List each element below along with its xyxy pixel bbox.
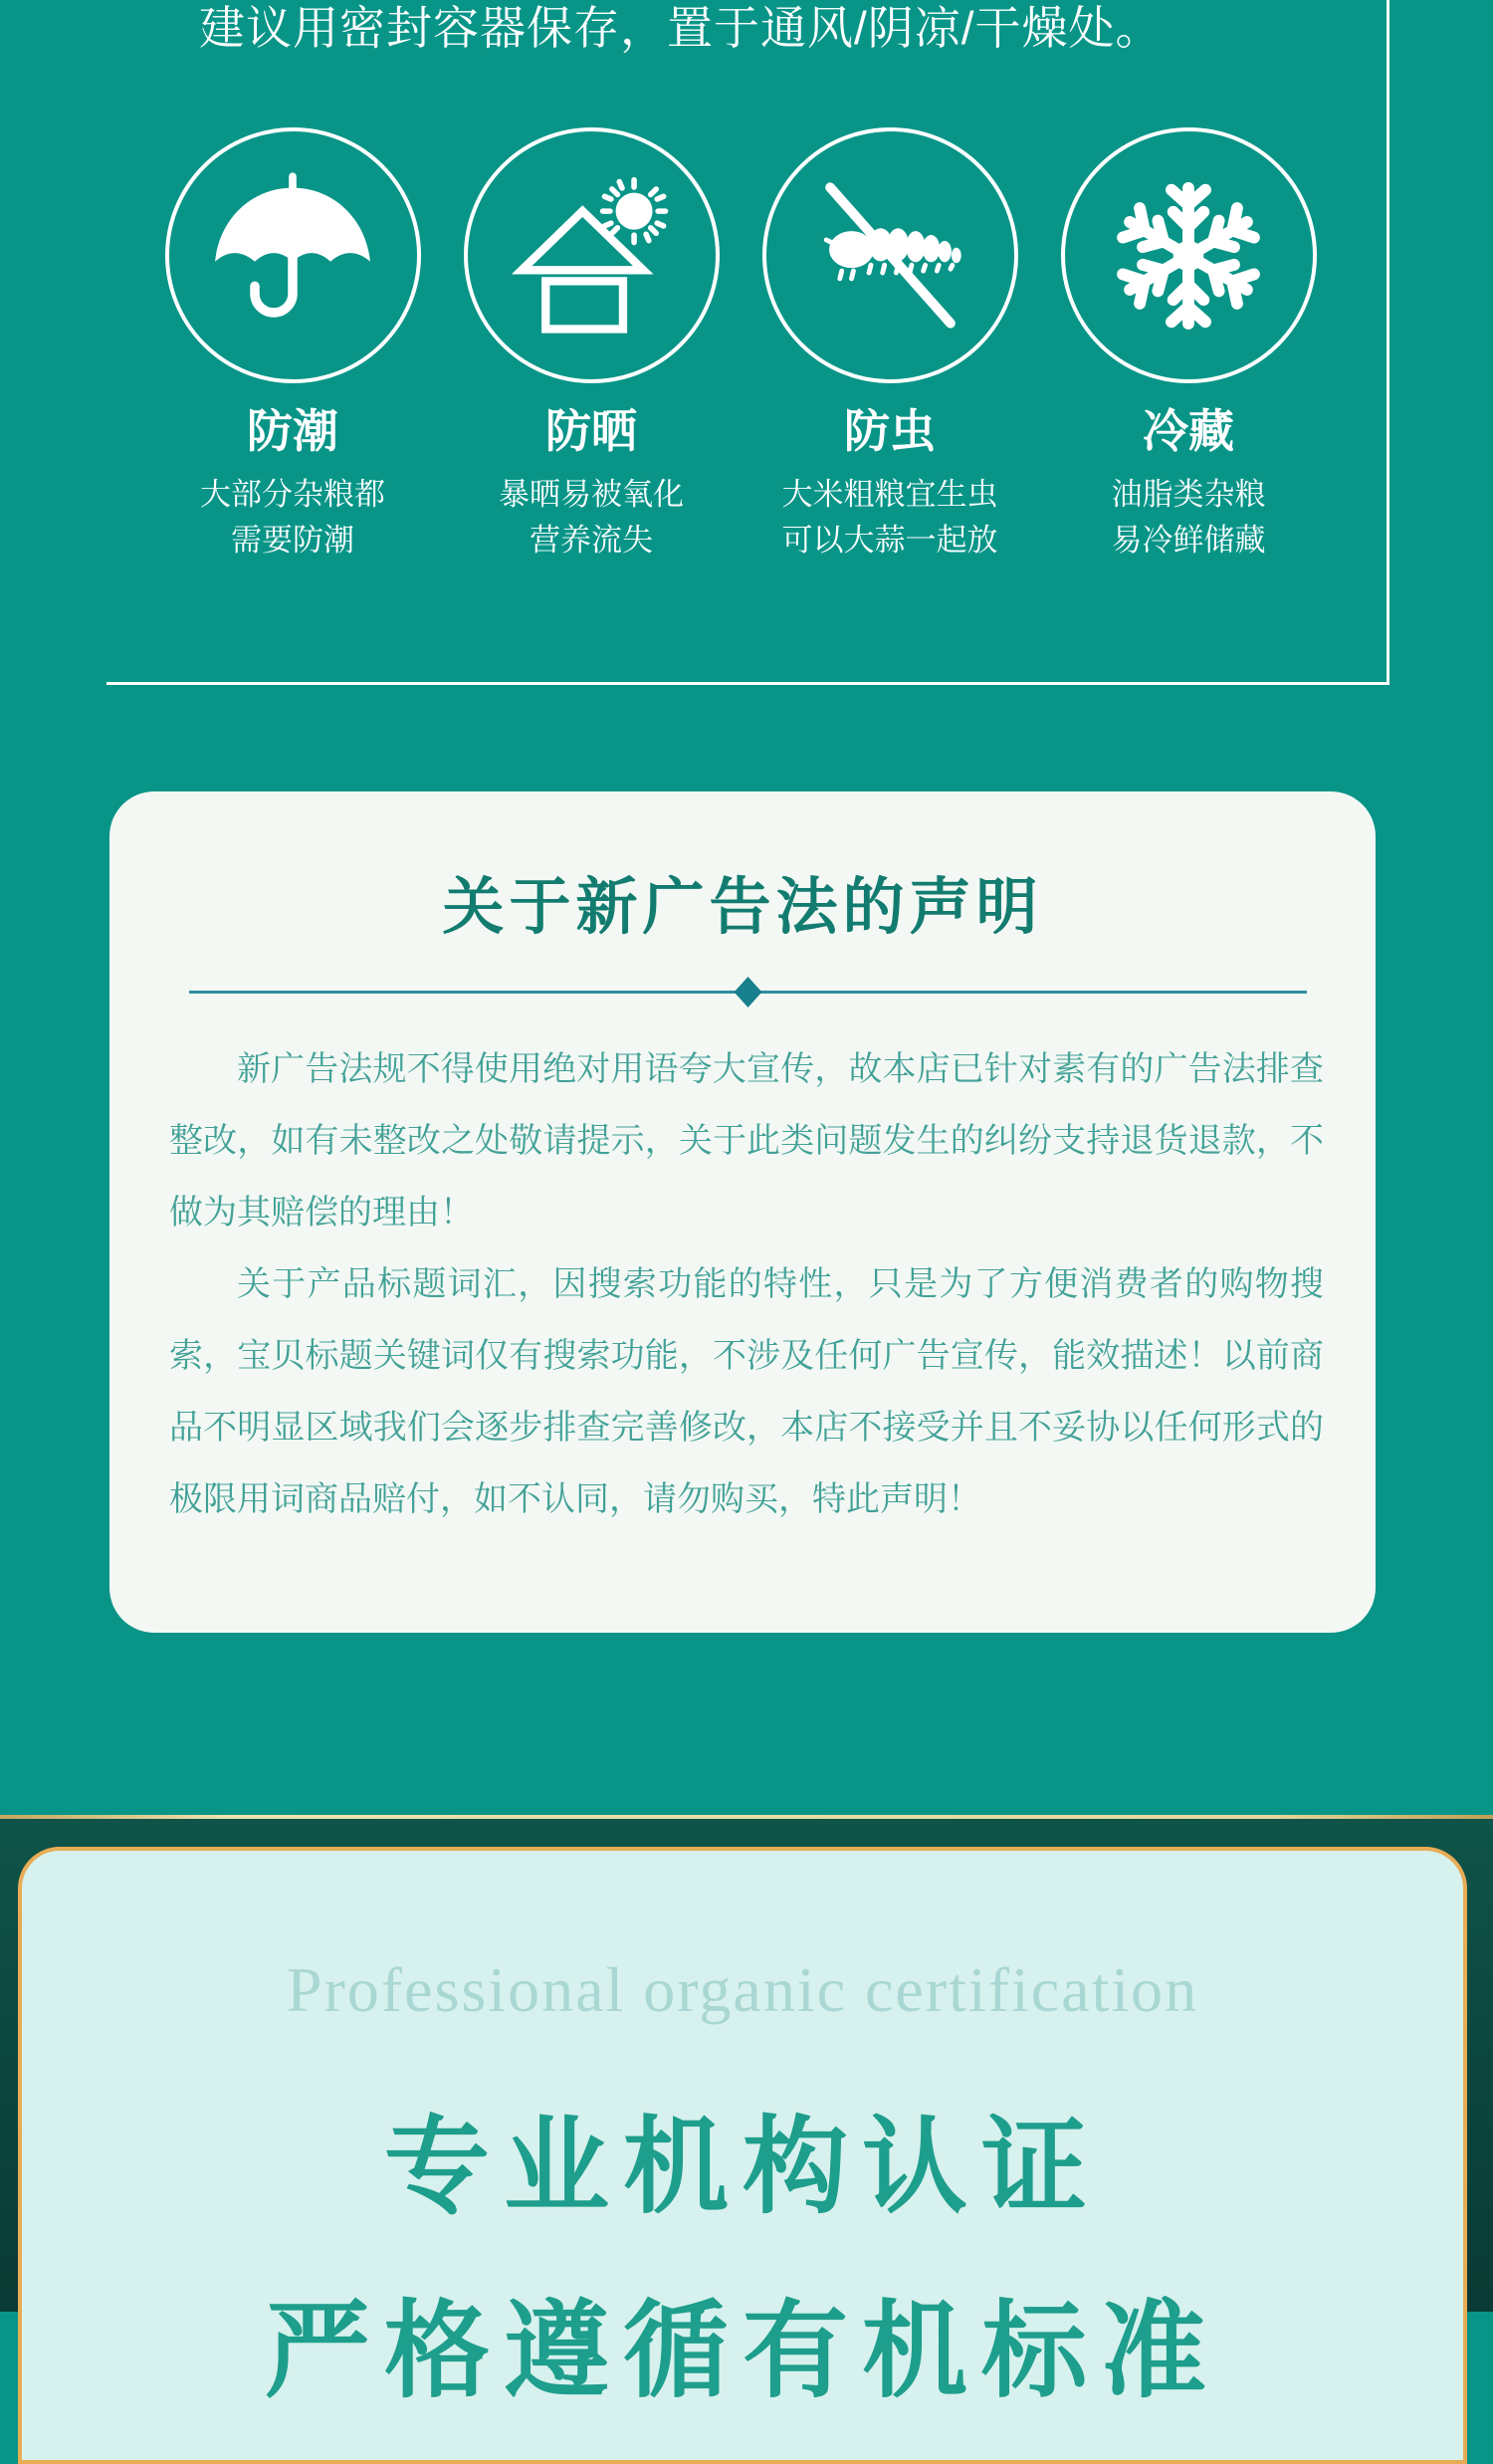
icon-desc-line2: 易冷鲜储藏	[1111, 523, 1266, 558]
statement-title: 关于新广告法的声明	[442, 873, 1043, 942]
diamond-ornament	[735, 977, 762, 1008]
icon-title: 防虫	[844, 405, 936, 457]
icon-circle	[1061, 127, 1317, 383]
icon-desc-line1: 油脂类杂粮	[1111, 477, 1266, 512]
storage-icons-row	[143, 127, 1338, 563]
icon-title: 防晒	[545, 405, 637, 457]
divider-line	[189, 991, 1307, 994]
storage-tip-heading: 建议用密封容器保存，置于通风/阴凉/干燥处。	[199, 2, 1163, 54]
icon-desc	[1112, 472, 1266, 563]
statement-body	[169, 1033, 1324, 1535]
icon-desc-line1: 暴晒易被氧化	[499, 477, 684, 512]
certification-section	[0, 1819, 1493, 2410]
storage-column-insect	[741, 127, 1039, 563]
certification-title: 专业机构认证	[384, 2109, 1101, 2226]
icon-desc	[200, 472, 385, 563]
certification-subtitle: 严格遵循有机标准	[265, 2293, 1220, 2410]
storage-column-moisture	[143, 127, 442, 563]
icon-circle	[762, 127, 1018, 383]
icon-circle	[165, 127, 421, 383]
umbrella-icon	[198, 161, 387, 350]
icon-title: 冷藏	[1143, 405, 1234, 457]
certification-panel	[18, 1847, 1467, 2464]
icon-circle	[464, 127, 720, 383]
sun-house-icon	[500, 163, 684, 347]
icon-title: 防潮	[247, 405, 338, 457]
no-insect-icon	[793, 158, 987, 352]
icon-desc-line1: 大部分杂粮都	[200, 477, 385, 512]
snowflake-icon	[1104, 171, 1273, 340]
icon-desc	[499, 472, 684, 563]
ad-law-statement-panel	[109, 791, 1376, 1633]
storage-column-sun	[442, 127, 741, 563]
certification-watermark: Professional organic certification	[286, 1954, 1199, 2025]
icon-desc-line2: 可以大蒜一起放	[781, 523, 998, 558]
storage-column-cold	[1039, 127, 1338, 563]
icon-desc-line2: 营养流失	[530, 523, 653, 558]
icon-desc-line1: 大米粗粮宜生虫	[781, 477, 998, 512]
statement-paragraph-2: 关于产品标题词汇，因搜索功能的特性，只是为了方便消费者的购物搜索，宝贝标题关键词仅有搜索功能，不涉及任何广告宣传，能效描述！以前商品不明显区域我们会逐步排查完善修改，本店不接受并且不妥协以任何形式的极限用词商品赔付，如不认同，请勿购买，特此声明！	[169, 1265, 1324, 1518]
icon-desc	[782, 472, 998, 563]
statement-paragraph-1: 新广告法规不得使用绝对用语夸大宣传，故本店已针对素有的广告法排查整改，如有未整改之处敬请提示，关于此类问题发生的纠纷支持退货退款，不做为其赔偿的理由！	[169, 1050, 1324, 1232]
icon-desc-line2: 需要防潮	[231, 523, 354, 558]
